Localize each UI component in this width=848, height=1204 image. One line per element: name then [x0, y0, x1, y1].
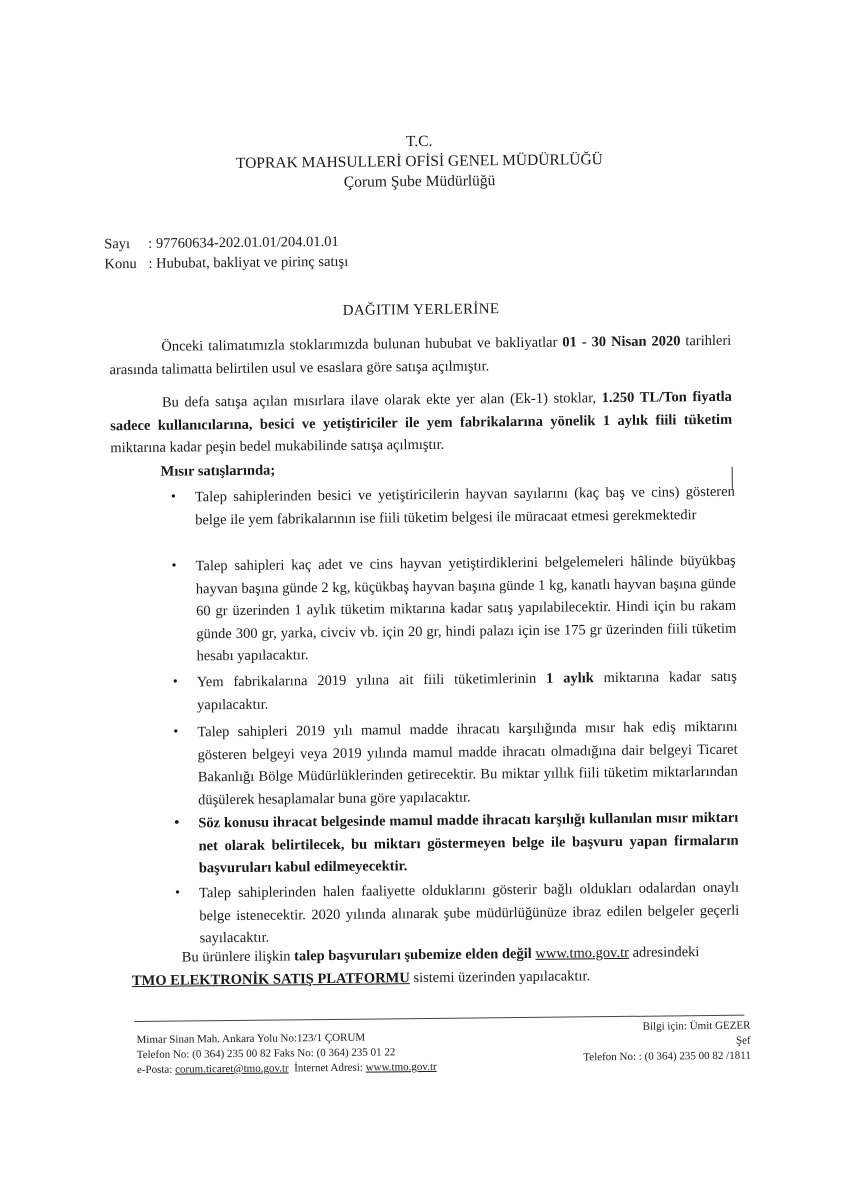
konu-label: Konu	[104, 255, 137, 273]
tmo-website-link[interactable]: www.tmo.gov.tr	[535, 944, 630, 962]
konu-value: : Hububat, bakliyat ve pirinç satışı	[148, 253, 349, 272]
list-item	[174, 807, 739, 880]
paragraph-1	[109, 330, 731, 382]
list-item	[171, 550, 737, 668]
header-branch: Çorum Şube Müdürlüğü	[343, 172, 496, 191]
bullet-dot: •	[172, 674, 178, 690]
closing-paragraph	[132, 941, 744, 992]
para1-text-1: Önceki talimatımızla stoklarımızda bulunan hububat ve bakliyatlar	[161, 334, 563, 355]
bullet-text-4: Talep sahipleri 2019 yılı mamul madde ihracatı karşılığında mısır hak ediş miktarını gösteren belgeyi veya 2019 yılında mamul madde ihracatı olmadığına dair belgeyi Ticaret Bakanlığı Bölge Müdürlüklerinden getirecektir. Bu miktar yıllık fiili tüketim miktarlarından düşülerek hesaplamalar buna göre yapılacaktır.	[197, 718, 738, 808]
bullet-text-3b: miktarına kadar satış yapılacaktır.	[197, 668, 737, 713]
para1-text-2: tarihleri arasında talimatta belirtilen usul ve esaslara göre satışa açılmıştır.	[109, 332, 732, 378]
bullet-text-3a: Yem fabrikalarına 2019 yılına ait fiili tüketimlerinin	[196, 670, 547, 691]
sayi-label: Sayı	[104, 236, 131, 253]
bullet-dot: •	[170, 489, 176, 505]
page-title: DAĞITIM YERLERİNE	[342, 301, 500, 319]
footer-right	[544, 1019, 750, 1066]
bullet-text-5: Söz konusu ihracat belgesinde mamul madde ihracatı karşılığı kullanılan mısır miktarı net olarak belirtilecek, bu miktarı göstermeyen belge ile başvuru yapan firmaların başvuruları kabul edilmeyecektir.	[198, 809, 739, 877]
info-phone: Telefon No: : (0 364) 235 00 82 /1811	[583, 1049, 751, 1064]
para1-bold-1: 01 - 30 Nisan 2020	[562, 333, 681, 351]
info-title: Şef	[735, 1034, 751, 1047]
bullet-bold-3: 1 aylık	[545, 670, 594, 687]
bullet-dot: •	[171, 558, 177, 574]
footer-phone: Telefon No: (0 364) 235 00 82 Faks No: (0 364) 235 01 22	[136, 1046, 396, 1062]
section-heading: Mısır satışlarında;	[160, 462, 276, 480]
bullet-dot: •	[174, 815, 180, 831]
closing-bold-1: talep başvuruları şubemize elden değil	[294, 945, 532, 965]
closing-text-3: sistemi üzerinden yapılacaktır.	[409, 967, 591, 986]
header-tc: T.C.	[405, 132, 433, 151]
closing-text-1: Bu ürünlere ilişkin	[181, 948, 295, 966]
bullet-text-1: Talep sahiplerinden besici ve yetiştiricilerin hayvan sayılarını (kaç baş ve cins) gösteren belge ile yem fabrikalarının ise fiili tüketim belgesi ile müracaat etmesi gerekmektedir	[194, 483, 735, 528]
bullet-dot: •	[174, 885, 181, 901]
info-contact: Bilgi için: Ümit GEZER	[642, 1019, 751, 1033]
bullet-text-6: Talep sahiplerinden halen faaliyette olduklarını gösterir bağlı oldukları odalardan onaylı belge istenecektir. 2020 yılında alınarak şube müdürlüğünüze ibraz edilen belgeler geçerli sayılacaktır.	[198, 879, 740, 947]
para2-text-1: Bu defa satışa açılan mısırlara ilave olarak ekte yer alan (Ek-1) stoklar,	[161, 390, 602, 411]
bullet-text-2: Talep sahipleri kaç adet ve cins hayvan yetiştirdiklerini belgelemeleri hâlinde büyükbaş hayvan başına günde 2 kg, küçükbaş hayvan başına günde 1 kg, kanatlı hayvan başına günde 60 gr üzerinden 1 aylık tüketim miktarına kadar satış yapılabilecektir. Hindi için bu rakam günde 300 gr, yarka, civciv vb. için 20 gr, hindi palazı için ise 175 gr üzerinden fiili tüketim hesabı yapılacaktır.	[195, 552, 737, 665]
para2-bold-1: 1.250 TL/Ton fiyatla sadece kullanıcılarına, besici ve yetiştiriciler ile yem fabrikalarına yönelik 1 aylık fiili tüketim	[110, 388, 733, 434]
paragraph-2	[110, 386, 733, 460]
closing-text-2: adresindeki	[628, 944, 700, 961]
para2-text-2: miktarına kadar peşin bedel mukabilinde satışa açılmıştır.	[110, 436, 445, 457]
header-org: TOPRAK MAHSULLERİ OFİSİ GENEL MÜDÜRLÜĞÜ	[235, 151, 603, 172]
sayi-value: : 97760634-202.01.01/204.01.01	[148, 233, 339, 252]
email-label: e-Posta:	[136, 1063, 176, 1077]
email-link[interactable]: corum.ticaret@tmo.gov.tr	[175, 1062, 289, 1076]
bullet-dot: •	[173, 724, 179, 740]
closing-bold-platform: TMO ELEKTRONİK SATIŞ PLATFORMU	[131, 969, 410, 989]
footer-address: Mimar Sinan Mah. Ankara Yolu No:123/1 ÇORUM	[136, 1031, 366, 1047]
list-item	[174, 877, 740, 950]
list-item	[172, 666, 737, 717]
web-label: İnternet Adresi:	[294, 1061, 366, 1075]
footer-contact-line	[137, 1060, 437, 1078]
konu-line	[104, 254, 348, 274]
sayi-line	[104, 234, 339, 253]
web-link[interactable]: www.tmo.gov.tr	[365, 1060, 437, 1074]
list-item	[170, 481, 735, 532]
list-item	[173, 716, 738, 812]
footer-left	[137, 1030, 437, 1078]
